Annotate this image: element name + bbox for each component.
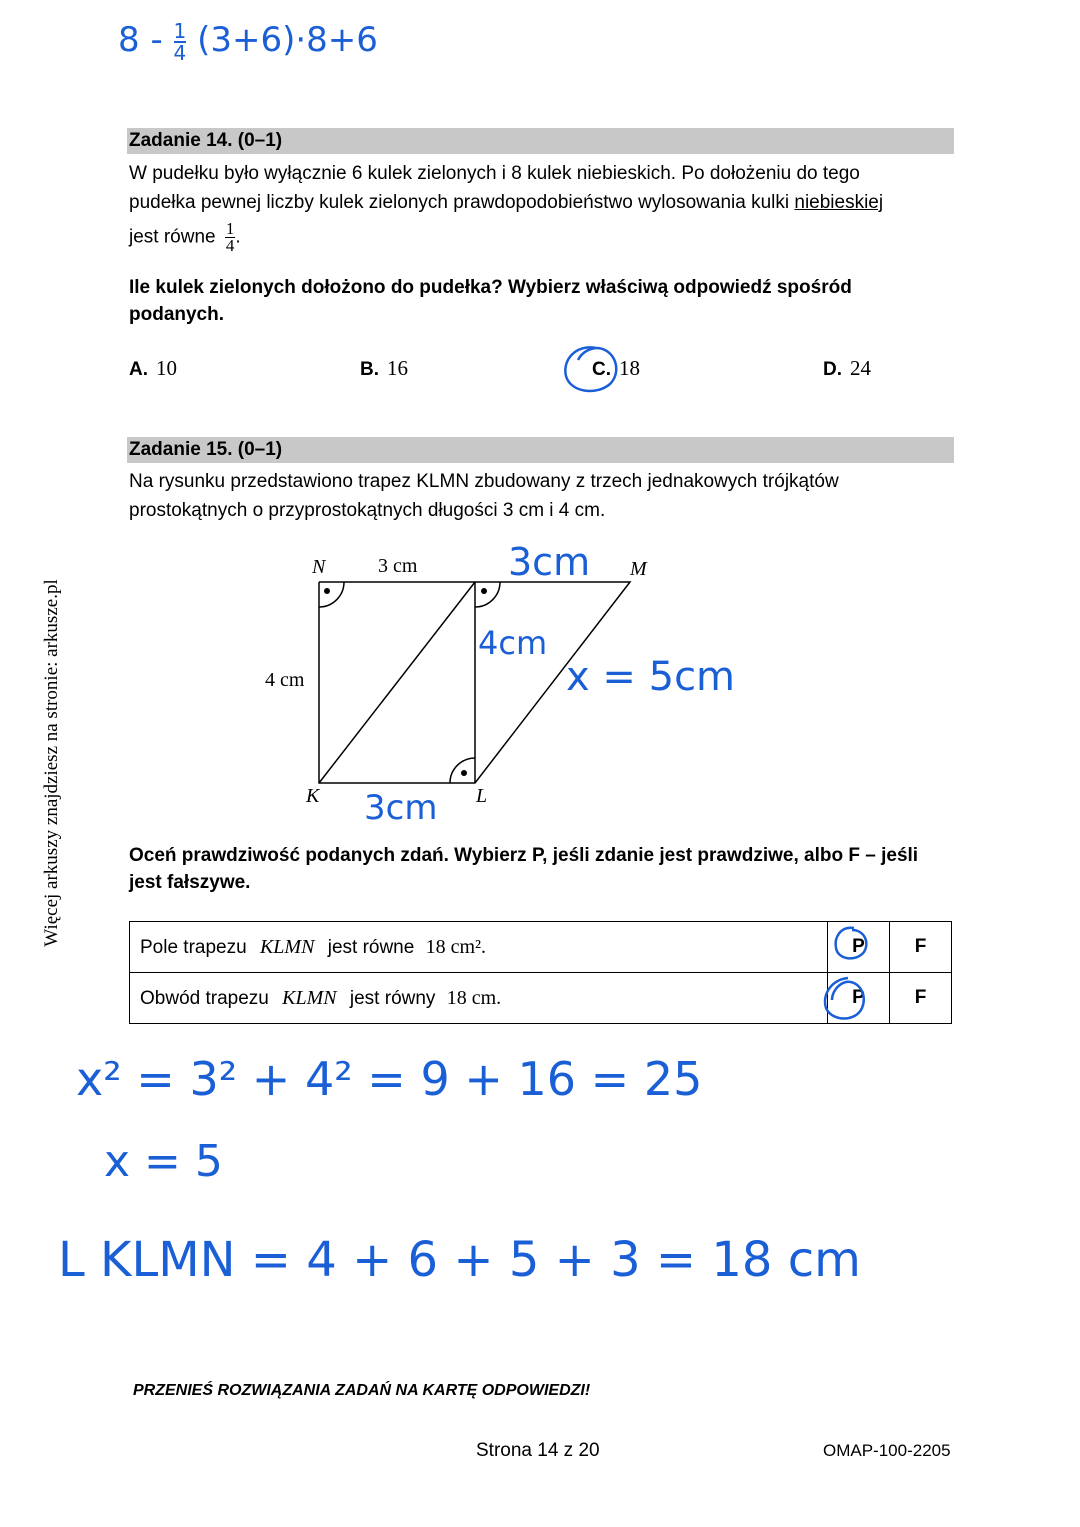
hw-frac-den: 4 <box>173 40 187 65</box>
task15-text-line2: prostokątnych o przyprostokątnych długości 3 cm i 4 cm. <box>129 500 606 521</box>
length-label-side: 4 cm <box>265 669 305 691</box>
hw-calc-line1: x² = 3² + 4² = 9 + 16 = 25 <box>76 1052 703 1106</box>
task14-text-line3: jest równe $\frac{1}{4}$ . <box>129 219 241 255</box>
option-p-row1[interactable]: P <box>828 922 890 973</box>
vertex-label-k: K <box>306 785 320 807</box>
page-number: Strona 14 z 20 <box>476 1440 600 1461</box>
task15-text <box>129 467 929 525</box>
statement-2: Obwód trapezu KLMN jest równy 18 cm. <box>130 973 828 1024</box>
vertex-label-l: L <box>476 785 488 807</box>
hw-calc-line3: L KLMN = 4 + 6 + 5 + 3 = 18 cm <box>58 1232 861 1288</box>
right-angle-dot-l <box>461 770 467 776</box>
answer-a[interactable]: A. 10 <box>129 356 177 380</box>
statement-1: Pole trapezu KLMN jest równe 18 cm². <box>130 922 828 973</box>
underlined-word: niebieskiej <box>794 192 884 213</box>
hw-diagram-side: 4cm <box>478 624 548 662</box>
footer-note: PRZENIEŚ ROZWIĄZANIA ZADAŃ NA KARTĘ ODPOWIEDZI! <box>133 1382 591 1399</box>
hw-fraction <box>173 18 187 65</box>
sidebar-watermark: Więcej arkuszy znajdziesz na stronie: arkusze.pl <box>41 579 62 947</box>
handwritten-expression-top <box>118 20 378 63</box>
task15-text-line1: Na rysunku przedstawiono trapez KLMN zbudowany z trzech jednakowych trójkątów <box>129 471 839 492</box>
right-angle-n <box>319 582 344 607</box>
right-angle-dot-n <box>324 588 330 594</box>
task14-text <box>129 159 929 254</box>
diagonal-kn <box>319 582 475 783</box>
right-angle-dot-top <box>481 588 487 594</box>
vertex-label-n: N <box>312 556 326 578</box>
task14-header: Zadanie 14. (0–1) <box>127 128 954 154</box>
hw-diagram-top: 3cm <box>508 540 591 584</box>
answer-d[interactable]: D. 24 <box>823 356 871 380</box>
task15-instruction: Oceń prawdziwość podanych zdań. Wybierz P, jeśli zdanie jest prawdziwe, albo F – jeśli jest fałszywe. <box>129 845 919 893</box>
task14-question: Ile kulek zielonych dołożono do pudełka? Wybierz właściwą odpowiedź spośród podanych. <box>129 277 852 325</box>
hw-frac-num: 1 <box>173 18 187 43</box>
hw-diagram-bottom: 3cm <box>364 788 438 828</box>
answer-c-circle-mark <box>556 340 626 400</box>
fraction-one-quarter: $\frac{1}{4}$ <box>225 219 235 255</box>
hw-diagram-diag: x = 5cm <box>566 654 736 700</box>
task14-text-line2: pudełka pewnej liczby kulek zielonych prawdopodobieństwo wylosowania kulki niebieskiej <box>129 192 884 213</box>
option-p-row2[interactable]: P <box>828 973 890 1024</box>
option-f-row1[interactable]: F <box>890 922 952 973</box>
right-angle-top <box>475 582 500 607</box>
answer-b[interactable]: B. 16 <box>360 356 408 380</box>
p-row1-circle-mark <box>828 922 874 968</box>
answer-c[interactable]: C. 18 <box>592 356 640 380</box>
hw-expr-part-a: 8 - <box>118 20 163 60</box>
task14-text-line1: W pudełku było wyłącznie 6 kulek zielonych i 8 kulek niebieskich. Po dołożeniu do tego <box>129 163 860 184</box>
length-label-top: 3 cm <box>378 555 418 577</box>
hw-calc-line2: x = 5 <box>104 1136 223 1187</box>
vertex-label-m: M <box>630 558 647 580</box>
option-f-row2[interactable]: F <box>890 973 952 1024</box>
task15-header: Zadanie 15. (0–1) <box>127 437 954 463</box>
p-row2-circle-mark <box>818 974 874 1026</box>
exam-code: OMAP-100-2205 <box>823 1441 951 1460</box>
hw-expr-part-b: (3+6)·8+6 <box>197 20 378 60</box>
